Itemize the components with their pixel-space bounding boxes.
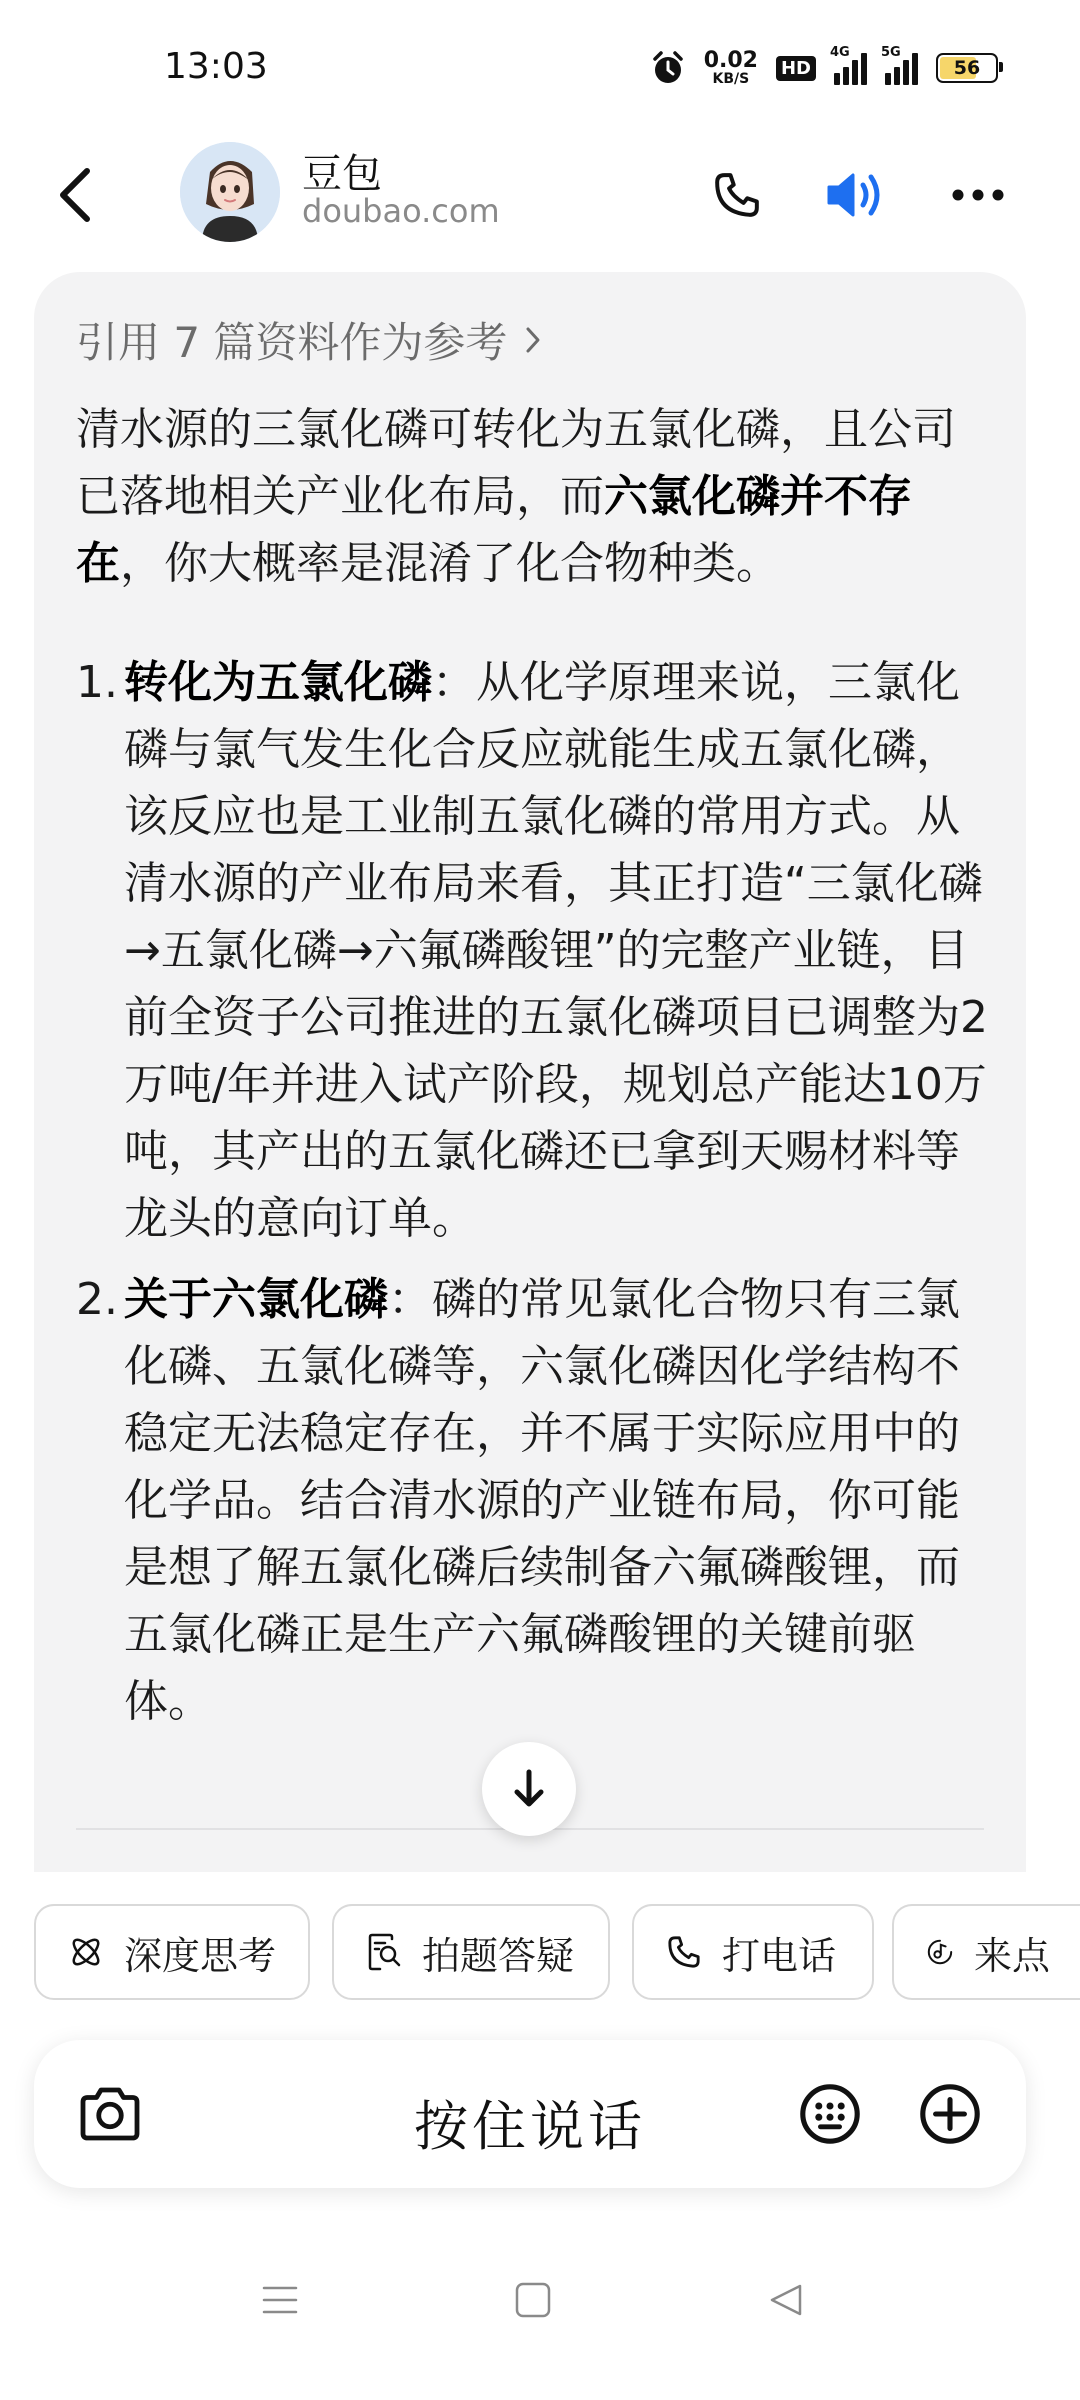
point-title: 转化为五氯化磷: [124, 657, 432, 708]
menu-icon: [260, 2282, 300, 2318]
point-text: ：磷的常见氯化合物只有三氯化磷、五氯化磷等，六氯化磷因化学结构不稳定无法稳定存在，并不属于实际应用中的化学品。结合清水源的产业链布局，你可能是想了解五氯化磷后续制备六氟磷酸锂，而五氯化磷正是生产六氟磷酸锂的关键前驱体。: [124, 1274, 960, 1727]
battery-level: 56: [953, 57, 981, 79]
bot-domain: doubao.com: [302, 192, 500, 230]
more-icon: [948, 185, 1008, 205]
signal-4g-label: 4G: [830, 45, 850, 60]
plus-icon: [918, 2082, 982, 2146]
phone-icon: [664, 1932, 704, 1972]
avatar[interactable]: [180, 142, 280, 242]
chip-label: 打电话: [722, 1933, 837, 1978]
signal-5g-label: 5G: [881, 45, 901, 60]
emoji-button[interactable]: [790, 2074, 870, 2154]
alarm-icon: [650, 50, 686, 86]
system-nav-bar: [0, 2240, 1080, 2340]
back-icon: [766, 2280, 806, 2320]
signal-5g-icon: [881, 45, 918, 85]
chip-label: 来点: [973, 1933, 1050, 1978]
point-number: 2.: [76, 1274, 118, 1325]
intro-bold: 六氯化磷并不存在: [76, 471, 912, 589]
back-button[interactable]: [40, 160, 110, 230]
plus-button[interactable]: [910, 2074, 990, 2154]
references-link[interactable]: [76, 310, 543, 370]
point-title: 关于六氯化磷: [124, 1274, 388, 1325]
arrow-down-icon: [509, 1767, 549, 1811]
chip-label: 拍题答疑: [422, 1933, 575, 1978]
chip-call[interactable]: [632, 1904, 874, 2000]
phone-icon: [709, 167, 765, 223]
chip-photo-question[interactable]: [332, 1904, 610, 2000]
answer-intro: [76, 396, 996, 597]
hold-to-talk-button[interactable]: 按住说话: [414, 2095, 646, 2158]
answer-point: [76, 649, 996, 1252]
net-speed-value: 0.02: [703, 48, 758, 73]
point-text: ：从化学原理来说，三氯化磷与氯气发生化合反应就能生成五氯化磷，该反应也是工业制五氯化磷的常用方式。从清水源的产业布局来看，其正打造“三氯化磷→五氯化磷→六氟磷酸锂”的完整产业链，目前全资子公司推进的五氯化磷项目已调整为2万吨/年并进入试产阶段，规划总产能达10万吨，其产出的五氯化磷还已拿到天赐材料等龙头的意向订单。: [124, 657, 988, 1244]
input-bar: [34, 2040, 1026, 2188]
home-icon: [513, 2280, 553, 2320]
more-button[interactable]: [938, 155, 1018, 235]
call-button[interactable]: [697, 155, 777, 235]
chip-label: 深度思考: [124, 1933, 277, 1978]
quick-actions: [34, 1904, 1080, 2004]
atom-icon: [66, 1932, 106, 1972]
net-speed: [704, 50, 758, 86]
scroll-to-bottom-button[interactable]: [482, 1742, 576, 1836]
status-bar: [0, 0, 1080, 130]
bot-name: 豆包: [302, 151, 382, 197]
message-bubble: [34, 272, 1026, 1872]
speaker-icon: [823, 167, 887, 223]
status-icons: [650, 45, 998, 88]
signal-4g-icon: [830, 45, 867, 85]
back-icon: [55, 165, 95, 225]
chip-deep-think[interactable]: [34, 1904, 310, 2000]
speaker-button[interactable]: [815, 155, 895, 235]
chat-header: [0, 130, 1080, 260]
hd-icon: HD: [776, 56, 816, 81]
music-icon: [924, 1932, 956, 1972]
intro-part-2: ，你大概率是混淆了化合物种类。: [120, 538, 780, 589]
emoji-icon: [798, 2082, 862, 2146]
nav-back-button[interactable]: [746, 2260, 826, 2340]
chip-music[interactable]: [892, 1904, 1080, 2000]
point-number: 1.: [76, 657, 118, 708]
battery-icon: [936, 53, 998, 83]
net-speed-unit: KB/S: [712, 71, 750, 87]
answer-points: [76, 649, 996, 1735]
scan-question-icon: [364, 1932, 404, 1972]
chevron-right-icon: [523, 324, 543, 356]
status-time: 13:03: [164, 46, 268, 87]
intro-part-1: 清水源的三氯化磷可转化为五氯化磷，且公司已落地相关产业化布局，而: [76, 404, 956, 522]
answer-text: [76, 396, 996, 1749]
answer-point: [76, 1266, 996, 1735]
nav-menu-button[interactable]: [240, 2260, 320, 2340]
nav-home-button[interactable]: [493, 2260, 573, 2340]
avatar-image: [180, 142, 280, 242]
references-text: 引用 7 篇资料作为参考: [76, 318, 508, 367]
